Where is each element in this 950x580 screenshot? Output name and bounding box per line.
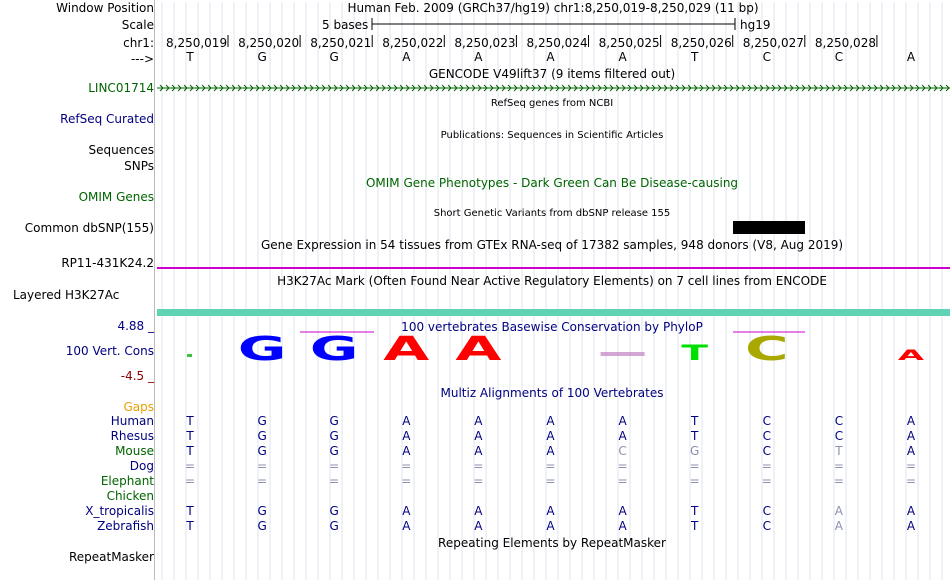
species-label[interactable]: Dog	[129, 459, 154, 473]
alignment-base: T	[691, 429, 699, 443]
species-alignment-row	[0, 474, 950, 489]
alignment-base: =	[905, 459, 917, 473]
alignment-base: =	[905, 474, 917, 488]
scale-db-text: hg19	[740, 18, 771, 32]
alignment-base: T	[186, 444, 194, 458]
alignment-base: A	[906, 504, 916, 518]
gtex-gene-label[interactable]: RP11-431K24.2	[61, 256, 154, 270]
conservation-min-label: -4.5 _	[120, 369, 154, 383]
alignment-base: =	[617, 474, 628, 488]
alignment-base: T	[186, 519, 194, 533]
ruler-position-label: 8,250,028	[814, 36, 876, 50]
layered-h3k27ac-label[interactable]: Layered H3K27Ac	[13, 288, 120, 302]
gtex-track-title[interactable]: Gene Expression in 54 tissues from GTEx RNA-seq of 17382 samples, 948 donors (V8, Aug 2019)	[260, 238, 844, 252]
ruler-position-label: 8,250,025	[598, 36, 660, 50]
conservation-logo-letter: G	[237, 329, 287, 369]
alignment-base: A	[474, 414, 483, 428]
alignment-base: G	[329, 519, 339, 533]
alignment-base: A	[618, 519, 627, 533]
multiz-track-title[interactable]: Multiz Alignments of 100 Vertebrates	[440, 386, 664, 400]
species-label[interactable]: Chicken	[106, 489, 154, 503]
alignment-base: A	[618, 504, 627, 518]
publications-track-title[interactable]: Publications: Sequences in Scientific Articles	[440, 130, 664, 141]
assembly-position-text: Human Feb. 2009 (GRCh37/hg19) chr1:8,250,019-8,250,029 (11 bp)	[347, 1, 759, 15]
ruler-position-label: 8,250,027	[742, 36, 804, 50]
alignment-base: =	[545, 459, 556, 473]
dbsnp-track-title[interactable]: Short Genetic Variants from dbSNP release 155	[433, 208, 671, 219]
conservation-logo-letter: A	[897, 347, 925, 364]
alignment-base: A	[906, 414, 916, 428]
alignment-base: A	[906, 429, 916, 443]
alignment-base: C	[762, 504, 771, 518]
alignment-base: T	[186, 429, 194, 443]
refseq-track-title[interactable]: RefSeq genes from NCBI	[490, 98, 614, 109]
alignment-base: A	[546, 519, 555, 533]
ruler-position-label: 8,250,023	[454, 36, 516, 50]
alignment-base: T	[186, 414, 194, 428]
reference-base: A	[546, 50, 555, 64]
alignment-base: =	[761, 474, 772, 488]
alignment-base: =	[473, 474, 484, 488]
alignment-base: A	[402, 414, 411, 428]
alignment-base: C	[762, 444, 771, 458]
alignment-base: G	[257, 444, 267, 458]
alignment-base: =	[184, 459, 196, 473]
alignment-base: A	[834, 519, 843, 533]
alignment-base: G	[329, 429, 339, 443]
species-label[interactable]: X_tropicalis	[85, 504, 154, 518]
ruler-position-label: 8,250,022	[382, 36, 444, 50]
alignment-base: A	[474, 504, 483, 518]
alignment-base: G	[257, 519, 267, 533]
species-alignment-row	[0, 459, 950, 474]
species-alignment-row	[0, 489, 950, 504]
common-dbsnp-label[interactable]: Common dbSNP(155)	[24, 221, 154, 235]
alignment-base: =	[257, 474, 268, 488]
alignment-base: =	[401, 474, 412, 488]
alignment-base: =	[617, 459, 628, 473]
reference-base: T	[186, 50, 194, 64]
alignment-base: A	[618, 429, 627, 443]
ruler-position-label: 8,250,026	[670, 36, 732, 50]
alignment-base: C	[762, 414, 771, 428]
alignment-base: G	[257, 429, 267, 443]
alignment-base: =	[329, 459, 340, 473]
species-label[interactable]: Zebrafish	[97, 519, 154, 533]
gaps-label[interactable]: Gaps	[123, 400, 154, 414]
reference-base: G	[257, 50, 267, 64]
ruler-position-label: 8,250,019	[166, 36, 228, 50]
alignment-base: A	[546, 504, 555, 518]
species-alignment-row	[0, 444, 950, 459]
species-label[interactable]: Human	[110, 414, 154, 428]
alignment-base: A	[402, 444, 411, 458]
sequences-label[interactable]: Sequences	[88, 143, 154, 157]
alignment-base: =	[689, 459, 700, 473]
alignment-base: A	[546, 429, 555, 443]
alignment-base: T	[691, 519, 699, 533]
alignment-base: A	[906, 444, 916, 458]
alignment-base: T	[691, 504, 699, 518]
alignment-base: C	[762, 519, 771, 533]
alignment-base: A	[906, 519, 916, 533]
alignment-base: =	[184, 474, 196, 488]
chrom-label: chr1:	[123, 36, 154, 50]
omim-genes-label[interactable]: OMIM Genes	[78, 190, 154, 204]
species-label[interactable]: Rhesus	[110, 429, 154, 443]
alignment-base: C	[834, 429, 844, 443]
repeatmasker-track-title[interactable]: Repeating Elements by RepeatMasker	[438, 536, 666, 550]
alignment-base: C	[834, 414, 844, 428]
conservation-weak-mark	[601, 352, 645, 356]
strand-label: --->	[130, 52, 154, 66]
gencode-gene-label[interactable]: LINC01714	[88, 81, 154, 95]
window-position-label: Window Position	[56, 1, 154, 15]
conservation-logo-letter: A	[455, 329, 502, 369]
alignment-base: T	[691, 414, 699, 428]
repeatmasker-label[interactable]: RepeatMasker	[68, 550, 154, 564]
conservation-logo-letter: T	[681, 341, 708, 366]
alignment-base: G	[329, 444, 339, 458]
species-label[interactable]: Elephant	[100, 474, 154, 488]
species-alignment-row	[0, 429, 950, 444]
conservation-logo-letter: G	[309, 329, 359, 369]
reference-base: C	[834, 50, 844, 64]
reference-base: A	[474, 50, 483, 64]
species-alignment-row	[0, 504, 950, 519]
reference-base: A	[618, 50, 627, 64]
alignment-base: =	[329, 474, 340, 488]
alignment-base: A	[546, 444, 555, 458]
alignment-base: =	[689, 474, 700, 488]
alignment-base: G	[329, 414, 339, 428]
ruler-position-label: 8,250,020	[238, 36, 300, 50]
alignment-base: =	[761, 459, 772, 473]
reference-base: G	[329, 50, 339, 64]
alignment-base: A	[402, 519, 411, 533]
alignment-base: C	[618, 444, 627, 458]
conservation-track-title[interactable]: 100 vertebrates Basewise Conservation by PhyloP	[401, 320, 703, 334]
conservation-logo-letter: A	[383, 329, 430, 369]
h3k27ac-track-title[interactable]: H3K27Ac Mark (Often Found Near Active Regulatory Elements) on 7 cell lines from ENCODE	[277, 274, 827, 288]
conservation-max-label: 4.88 _	[117, 319, 154, 333]
alignment-base: A	[546, 414, 555, 428]
alignment-base: A	[474, 444, 483, 458]
species-label[interactable]: Mouse	[115, 444, 154, 458]
alignment-base: =	[401, 459, 412, 473]
reference-base: C	[762, 50, 771, 64]
ruler-position-label: 8,250,021	[310, 36, 372, 50]
alignment-base: A	[474, 429, 483, 443]
reference-base: A	[906, 50, 916, 64]
scale-label: Scale	[121, 18, 154, 32]
alignment-base: G	[690, 444, 700, 458]
snps-label[interactable]: SNPs	[124, 159, 154, 173]
alignment-base: C	[762, 429, 771, 443]
conservation-label[interactable]: 100 Vert. Cons	[65, 344, 154, 358]
omim-track-title[interactable]: OMIM Gene Phenotypes - Dark Green Can Be Disease-causing	[365, 176, 739, 190]
alignment-base: =	[833, 474, 844, 488]
alignment-base: =	[257, 459, 268, 473]
refseq-curated-label[interactable]: RefSeq Curated	[60, 112, 154, 126]
alignment-base: A	[618, 414, 627, 428]
species-alignment-row	[0, 519, 950, 534]
alignment-base: G	[329, 504, 339, 518]
alignment-base: G	[257, 504, 267, 518]
alignment-base: =	[833, 459, 844, 473]
alignment-base: =	[473, 459, 484, 473]
alignment-base: A	[402, 504, 411, 518]
alignment-base: =	[545, 474, 556, 488]
conservation-logo-letter: C	[745, 329, 789, 369]
alignment-base: T	[186, 504, 194, 518]
reference-base: A	[402, 50, 411, 64]
ruler-position-label: 8,250,024	[526, 36, 588, 50]
alignment-base: A	[474, 519, 483, 533]
reference-base: T	[691, 50, 699, 64]
alignment-base: G	[257, 414, 267, 428]
alignment-base: T	[835, 444, 843, 458]
gencode-track-title[interactable]: GENCODE V49lift37 (9 items filtered out)	[428, 67, 676, 81]
alignment-base: A	[402, 429, 411, 443]
scale-bases-text: 5 bases	[322, 18, 369, 32]
conservation-weak-mark	[187, 354, 192, 357]
species-alignment-row	[0, 414, 950, 429]
alignment-base: A	[834, 504, 843, 518]
